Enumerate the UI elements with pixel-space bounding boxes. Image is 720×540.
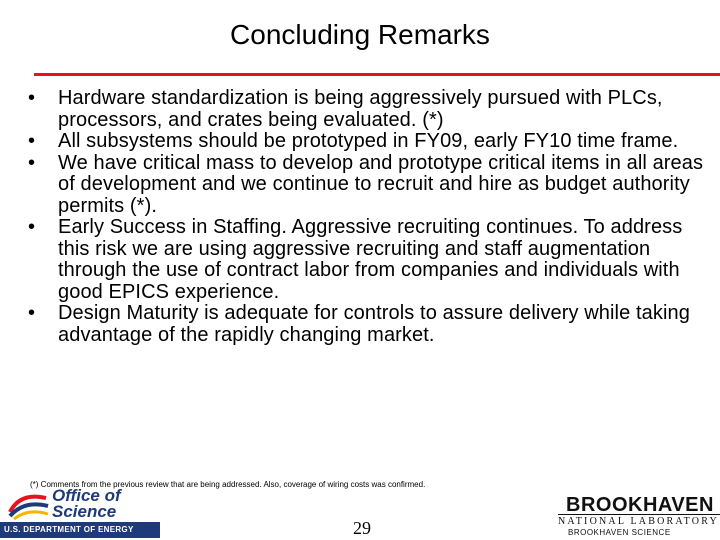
bullet-list <box>24 88 704 346</box>
bullet-dot-icon: • <box>28 216 36 238</box>
bullet-item <box>24 217 704 303</box>
bullet-item <box>24 131 704 153</box>
brookhaven-wordmark: BROOKHAVEN <box>566 494 714 516</box>
doe-band: U.S. DEPARTMENT OF ENERGY <box>0 522 160 538</box>
bullet-item <box>24 153 704 218</box>
brookhaven-logo <box>556 494 720 540</box>
bullet-text: We have critical mass to develop and prototype critical items in all areas of development and we continue to recruit and hire as budget authority permits (*). <box>58 151 704 217</box>
slide-title: Concluding Remarks <box>230 19 490 50</box>
bullet-item <box>24 88 704 131</box>
bullet-text: Early Success in Staffing. Aggressive recruiting continues. To address this risk we are using aggressive recruiting and staff augmentation through the use of contract labor from companies and individuals with good EPICS experience. <box>58 216 683 303</box>
bullet-dot-icon: • <box>28 130 36 152</box>
office-of-science-wordmark: Office of Science <box>52 486 121 521</box>
bullet-text: Hardware standardization is being aggressively pursued with PLCs, processors, and crates being evaluated. (*) <box>58 87 663 131</box>
brookhaven-lab-label: NATIONAL LABORATORY <box>558 516 719 527</box>
office-of-science-logo <box>0 488 160 540</box>
bullet-dot-icon: • <box>28 302 36 324</box>
brookhaven-tagline: BROOKHAVEN SCIENCE <box>568 528 671 537</box>
bullet-dot-icon: • <box>28 151 36 174</box>
footnote: (*) Comments from the previous review that are being addressed. Also, coverage of wiring costs was confirmed. <box>30 480 426 489</box>
page-number: 29 <box>353 518 371 538</box>
bullet-text: Design Maturity is adequate for controls to assure delivery while taking advantage of the rapidly changing market. <box>58 302 690 346</box>
bullet-item <box>24 303 704 346</box>
title-divider <box>34 73 720 76</box>
doe-swirl-icon <box>6 490 50 520</box>
bullet-dot-icon: • <box>28 87 36 109</box>
bullet-text: All subsystems should be prototyped in FY09, early FY10 time frame. <box>58 130 679 152</box>
